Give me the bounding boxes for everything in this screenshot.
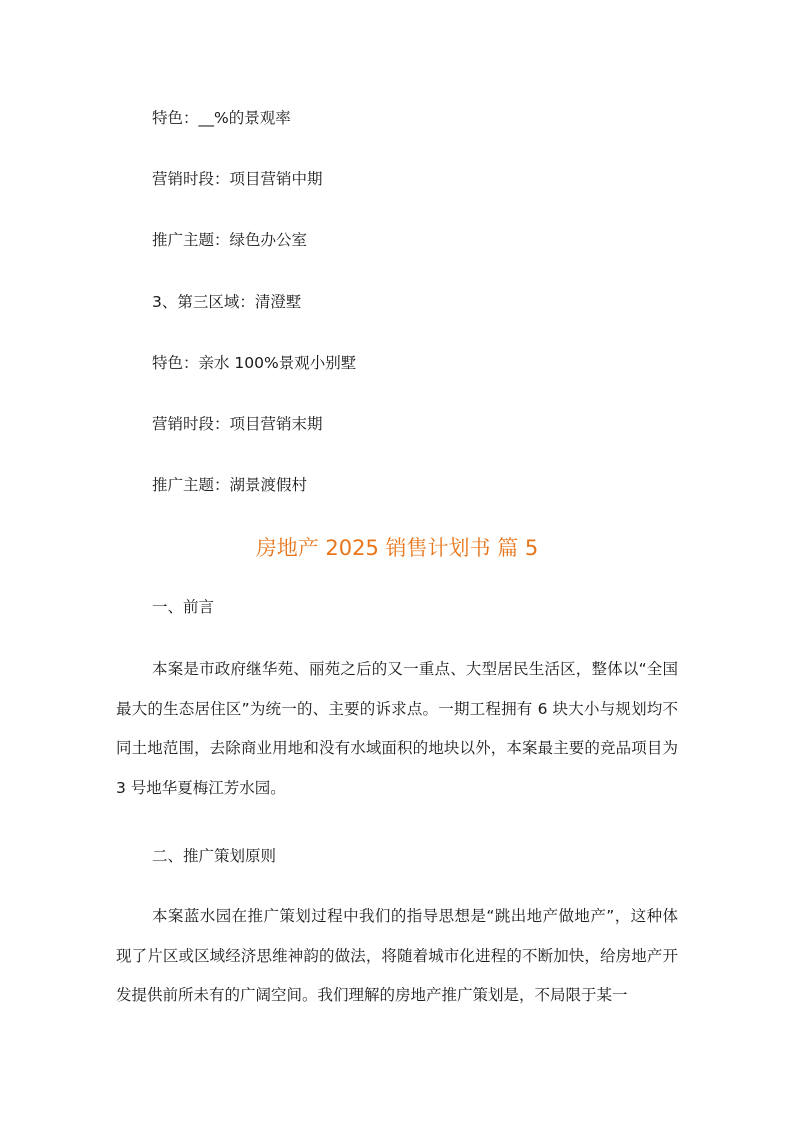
paragraph-preface: 本案是市政府继华苑、丽苑之后的又一重点、大型居民生活区，整体以“全国最大的生态居住区”为统一的、主要的诉求点。一期工程拥有 6 块大小与规划均不同土地范围，去除商业用地和没有水域面积的地块以外，本案最主要的竞品项目为 3 号地华夏梅江芳水园。: [116, 660, 678, 797]
heading-principles: 二、推广策划原则: [152, 847, 277, 865]
promotion-theme-line-1: 推广主题：绿色办公室: [152, 231, 308, 249]
section-title: 房地产 2025 销售计划书 篇 5: [255, 536, 539, 560]
marketing-period-line-2: 营销时段：项目营销末期: [152, 415, 323, 433]
marketing-period-line-1: 营销时段：项目营销中期: [152, 170, 323, 188]
heading-preface: 一、前言: [152, 598, 215, 616]
paragraph-principles: 本案蓝水园在推广策划过程中我们的指导思想是“跳出地产做地产”，这种体现了片区或区域经济思维神韵的做法，将随着城市化进程的不断加快，给房地产开发提供前所未有的广阔空间。我们理解的房地产推广策划是，不局限于某一: [116, 907, 678, 1005]
third-area-line: 3、第三区域：清澄墅: [152, 293, 302, 311]
promotion-theme-line-2: 推广主题：湖景渡假村: [152, 476, 308, 494]
feature-line-2: 特色：亲水 100%景观小别墅: [152, 354, 357, 372]
feature-line-1: 特色：__%的景观率: [152, 109, 291, 127]
